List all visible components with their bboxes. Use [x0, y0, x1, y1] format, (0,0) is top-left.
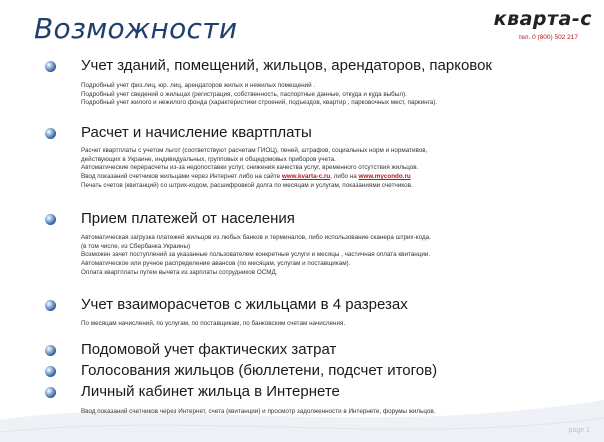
- link-line-middle: , либо на: [330, 173, 359, 181]
- bullet-icon: [45, 214, 56, 225]
- section-heading: Прием платежей от населения: [81, 210, 295, 227]
- bullet-icon: [45, 387, 56, 398]
- body-line: По месяцам начислений, по услугам, по поставщикам, по банковским счетам начисления.: [81, 320, 346, 327]
- company-logo: [480, 8, 592, 41]
- body-line: Подробный учет сведений о жильцах (регистрация, собственность, паспортные данные, откуда и куда выбыл).: [81, 90, 407, 98]
- logo-text: кварта-с: [493, 8, 592, 30]
- body-line: Автоматическое или ручное распределение авансов (по месяцам, услугам и поставщикам).: [81, 260, 351, 268]
- page-title: Возможности: [34, 12, 238, 45]
- body-line: Автоматические перерасчеты из-за недопоставки услуг, снижения качества услуг, временного отсутствия жильцов.: [81, 164, 419, 172]
- body-line: (в том числе, из Сбербанка Украины): [81, 242, 191, 250]
- section-body: [81, 320, 345, 329]
- bullet-icon: [45, 345, 56, 356]
- body-line: Расчет квартплаты с учетом льгот (соответствуют расчетам ГИОЦ), пеней, штрафов, социальных норм и нормативов,: [81, 147, 428, 154]
- bullet-icon: [45, 366, 56, 377]
- section-heading: Подомовой учет фактических затрат: [81, 341, 337, 358]
- body-line: Подробный учет жилого и нежилого фонда (характеристики строений, подъездов, квартир , парковочных мест, паркинга).: [81, 99, 438, 107]
- mycondo-site-link[interactable]: www.mycondo.ru: [358, 173, 411, 181]
- body-line-with-links: [81, 173, 427, 182]
- section-body: [81, 408, 436, 417]
- link-line-prefix: Ввод показаний счетчиков жильцами через Интернет либо на сайте: [81, 173, 282, 181]
- section-heading: Голосования жильцов (бюллетени, подсчет итогов): [81, 362, 438, 379]
- body-line: Возможен зачет поступлений за указанные пользователем конкретные услуги и месяцы , частичная оплата квитанции.: [81, 251, 431, 259]
- section-heading: Расчет и начисление квартплаты: [81, 124, 312, 141]
- bullet-icon: [45, 128, 56, 139]
- section-heading: Учет взаиморасчетов с жильцами в 4 разрезах: [81, 296, 408, 313]
- body-line: Ввод показаний счетчиков через Интернет, счета (квитанции) и просмотр задолженности в Интернете, форумы жильцов.: [81, 408, 436, 415]
- section-body: [81, 82, 437, 108]
- section-heading: Личный кабинет жильца в Интернете: [81, 383, 340, 400]
- section-body: [81, 234, 431, 278]
- bullet-icon: [45, 61, 56, 72]
- body-line: Оплата квартплаты путем вычета из зарплаты сотрудников ОСМД.: [81, 268, 278, 276]
- page-number: page 1: [568, 427, 590, 434]
- body-line: Печать счетов (квитанций) со штрих-кодом, расшифровкой долга по месяцам и услугам, показаниями счетчиков.: [81, 181, 413, 189]
- kvarta-site-link[interactable]: www.kvarta-c.ru: [281, 173, 331, 181]
- section-body: [81, 147, 427, 191]
- body-line: Автоматическая загрузка платежей жильцов из любых банков и терминалов, либо использование сканера штрих-кода.: [81, 234, 431, 241]
- logo-phone: тел. 0 (800) 502 217: [518, 34, 578, 41]
- bullet-icon: [45, 300, 56, 311]
- body-line: действующих в Украине, индивидуальных, групповых и общедомовых приборов учета.: [81, 155, 336, 163]
- section-heading: Учет зданий, помещений, жильцов, арендаторов, парковок: [81, 57, 492, 74]
- body-line: Подробный учет физ.лиц, юр. лиц, арендаторов жилых и нежилых помещений .: [81, 82, 316, 89]
